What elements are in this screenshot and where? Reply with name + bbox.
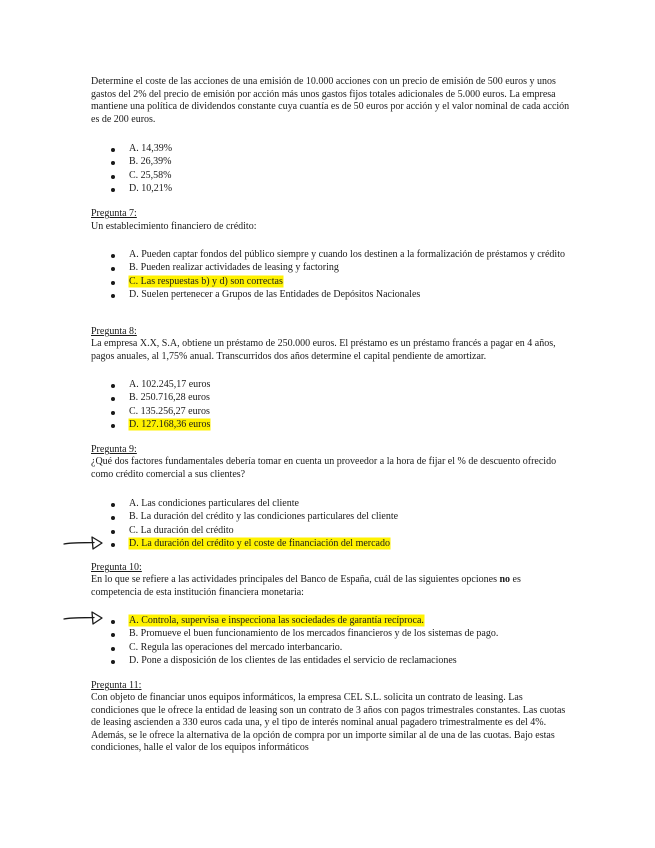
question-7-title: Pregunta 7: <box>91 208 137 219</box>
option-item-highlighted: D. 127.168,36 euros <box>91 419 571 432</box>
option-item-highlighted: A. Controla, supervisa e inspecciona las sociedades de garantía recíproca. <box>91 615 571 628</box>
question-8-title: Pregunta 8: <box>91 326 137 337</box>
option-item: B. Pueden realizar actividades de leasing y factoring <box>91 262 571 275</box>
option-item: B. 250.716,28 euros <box>91 392 571 405</box>
option-item: B. 26,39% <box>91 156 571 169</box>
option-item: C. La duración del crédito <box>91 525 571 538</box>
handwritten-arrow-icon <box>62 610 106 626</box>
question-9-text: ¿Qué dos factores fundamentales debería tomar en cuenta un proveedor a la hora de fijar el % de descuento ofrecido como crédito comercial a sus clientes? <box>91 456 557 480</box>
question-9-title: Pregunta 9: <box>91 444 137 455</box>
question-11-title: Pregunta 11: <box>91 680 142 691</box>
question-10-options <box>91 615 571 668</box>
question-6-text: Determine el coste de las acciones de una emisión de 10.000 acciones con un precio de emisión de 500 euros y unos gastos del 2% del precio de emisión por acción más unos gastos fijos totales adicionales de 5.000 euros. La empresa mantiene una política de dividendos constante cuya cuantía es de 50 euros por acción y el valor nominal de cada acción es de 200 euros. <box>91 76 570 125</box>
option-item: D. Pone a disposición de los clientes de las entidades el servicio de reclamaciones <box>91 655 571 668</box>
option-item: A. 102.245,17 euros <box>91 379 571 392</box>
question-11-text: Con objeto de financiar unos equipos informáticos, la empresa CEL S.L. solicita un contrato de leasing. Las condiciones que le ofrece la entidad de leasing son un contrato de 3 años con pagos trimestrales constantes. Las cuotas de leasing ascienden a 330 euros cada una, y el tipo de interés nominal anual pagadero trimestralmente es del 4%. Además, se le ofrece la alternativa de la opción de compra por un importe similar al de una de las cuotas. Bajo estas condiciones, halle el valor de los equipos informáticos <box>91 692 566 753</box>
handwritten-arrow-icon <box>62 535 106 551</box>
option-item-highlighted: C. Las respuestas b) y d) son correctas <box>91 276 571 289</box>
question-7-text: Un establecimiento financiero de crédito: <box>91 221 257 232</box>
option-item: C. Regula las operaciones del mercado interbancario. <box>91 642 571 655</box>
question-10-text: En lo que se refiere a las actividades principales del Banco de España, cuál de las siguientes opciones no es competencia de esta institución financiera monetaria: <box>91 574 521 598</box>
question-6-options <box>91 143 571 196</box>
question-9-options <box>91 498 571 551</box>
option-item: D. Suelen pertenecer a Grupos de las Entidades de Depósitos Nacionales <box>91 289 571 302</box>
option-item: A. 14,39% <box>91 143 571 156</box>
option-item-highlighted: D. La duración del crédito y el coste de financiación del mercado <box>91 538 571 551</box>
question-8-text: La empresa X.X, S.A, obtiene un préstamo de 250.000 euros. El préstamo es un préstamo francés a pagar en 4 años, pagos anuales, al 1,75% anual. Transcurridos dos años determine el capital pendiente de amortizar. <box>91 338 556 362</box>
option-item: C. 25,58% <box>91 170 571 183</box>
option-item: D. 10,21% <box>91 183 571 196</box>
option-item: B. Promueve el buen funcionamiento de los mercados financieros y de los sistemas de pago. <box>91 628 571 641</box>
question-10-title: Pregunta 10: <box>91 562 142 573</box>
question-8-options <box>91 379 571 432</box>
question-7-options <box>91 249 571 302</box>
option-item: B. La duración del crédito y las condiciones particulares del cliente <box>91 511 571 524</box>
option-item: A. Las condiciones particulares del cliente <box>91 498 571 511</box>
option-item: C. 135.256,27 euros <box>91 406 571 419</box>
option-item: A. Pueden captar fondos del público siempre y cuando los destinen a la formalización de préstamos y crédito <box>91 249 571 262</box>
